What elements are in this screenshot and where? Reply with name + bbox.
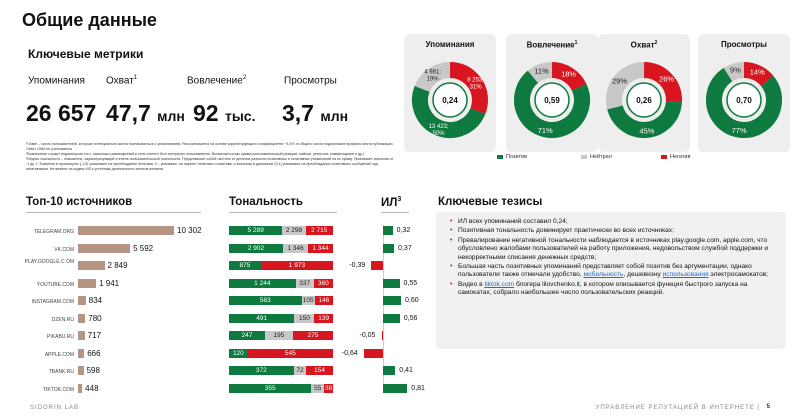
thesis-text: электросамокатов;	[708, 271, 769, 279]
divider	[229, 212, 337, 213]
source-bar	[78, 261, 105, 270]
source-value: 598	[86, 366, 100, 375]
tone-segment-pos: 2 902	[229, 244, 283, 253]
tone-segment-pos: 875	[229, 261, 261, 270]
il-value: -0,39	[349, 262, 366, 269]
il-bar	[383, 296, 401, 305]
donut-center-value: 0,24	[442, 96, 458, 105]
metric-value-reach: 47,7 млн	[106, 100, 185, 126]
il-bar	[371, 261, 383, 270]
thesis-item	[450, 218, 776, 226]
source-value: 2 849	[107, 261, 128, 270]
legend-swatch-icon	[497, 155, 503, 159]
donut-segment-label: 8 253; 31%	[467, 77, 484, 91]
tone-segment-neg: 1 344	[308, 244, 333, 253]
donut-segment-label: 71%	[537, 125, 553, 135]
tone-segment-neg: 360	[314, 279, 333, 288]
bullet-icon: •	[450, 227, 453, 235]
source-label: TBANK.RU	[48, 369, 74, 375]
donut-title: Упоминания	[425, 40, 475, 49]
il-bar	[383, 226, 393, 235]
thesis-link[interactable]: мобильность	[583, 271, 624, 279]
source-label: PIKABU.RU	[47, 334, 74, 340]
bullet-icon: •	[450, 236, 453, 244]
source-value: 834	[88, 296, 103, 305]
source-value: 717	[87, 331, 102, 340]
footer-caption: УПРАВЛЕНИЕ РЕПУТАЦИЕЙ В ИНТЕРНЕТЕ |	[595, 405, 760, 411]
tone-segment-neg: 1 973	[261, 261, 333, 270]
tone-segment-pos: 491	[229, 314, 294, 323]
source-bar	[78, 384, 82, 393]
thesis-item	[450, 237, 776, 262]
source-value: 780	[88, 313, 102, 323]
divider	[26, 212, 201, 213]
metric-label-engagement: Вовлечение$^2$	[187, 75, 247, 87]
source-label: PLAY.GOOGLE.C OM	[24, 259, 74, 265]
tone-segment-neg: 139	[314, 314, 333, 323]
source-value: 1 941	[99, 278, 120, 288]
legend-positive: Позитив	[497, 154, 527, 160]
il-bar	[383, 384, 407, 393]
thesis-item	[450, 263, 776, 280]
bullet-icon: •	[450, 218, 453, 225]
tone-segment-neg: 545	[248, 349, 333, 358]
legend-swatch-icon	[581, 155, 587, 159]
donut-segment-label: 26%	[659, 74, 675, 84]
thesis-text: Превалирование негативной тональности наблюдается в источниках play.google.com, apple.com, что обусловлено жалобами пользователей на работу приложения, недовольством службой поддержки и некорректными списания денежных средств;	[458, 236, 769, 261]
source-label: INSTAGRAM.COM	[31, 299, 74, 305]
donut-chart	[506, 34, 598, 152]
donut-center-value: 0,59	[544, 96, 560, 105]
theses-title: Ключевые тезисы	[438, 196, 543, 208]
source-label: YOUTUBE.COM	[36, 281, 74, 288]
tone-segment-pos: 355	[229, 384, 311, 393]
tone-segment-neg: 154	[306, 366, 333, 375]
donut-segment-label: 29%	[611, 76, 628, 86]
donut-title: Просмотры	[720, 40, 767, 49]
tone-segment-neu: 195	[265, 331, 293, 340]
source-bar	[78, 349, 84, 358]
theses-box	[436, 212, 786, 349]
il-bar	[364, 349, 383, 358]
donut-title: Вовлечение$^1$	[526, 40, 578, 50]
tone-segment-pos: 372	[229, 366, 294, 375]
donut-segment-label: 9%	[729, 65, 741, 75]
donut-segment-label: 18%	[561, 69, 577, 79]
tone-segment-neu: 72	[294, 366, 307, 375]
donut-chart	[698, 34, 790, 152]
tone-segment-neg: 275	[293, 331, 333, 340]
tone-segment-neg: 2 715	[306, 226, 333, 235]
bullet-icon: •	[450, 263, 453, 271]
thesis-text: блогера lilovchenko.it, в котором описывается функция быстрого запуска на самокатах, собрало наибольшее число пользовательских реакций.	[458, 280, 748, 297]
source-value: 448	[85, 383, 99, 393]
tone-segment-pos: 1 244	[229, 279, 296, 288]
il-title: $ИЛ^3$	[381, 196, 402, 209]
donut-segment-label: 11%	[534, 66, 549, 76]
footnote-loyalty-index: ³Индекс лояльности – показатель, характеризующий степень пользовательской лояльности. Представляет собой частное от деления разности позитивных и негативных упоминаний на их сумму. Принимает значения от -1 до 1. Значения в промежутке [-1;0) указывают на преобладание негатива; 0 – указывает на паритет негатива и позитива, а значения в диапазоне (0;1] указывают на преобладание позитивных сообщений над негативными. Не влияют на индекс ИЛ к учтенным деятельности агентов влияния.	[26, 157, 394, 171]
il-value: -0,05	[359, 332, 376, 339]
source-value: 10 302	[177, 226, 202, 235]
donut-card	[598, 34, 690, 152]
metric-label-reach: Охват$^1$	[106, 75, 138, 87]
legend-swatch-icon	[661, 155, 667, 159]
source-bar	[78, 279, 96, 288]
il-bar	[383, 366, 395, 375]
thesis-text: , дешевизну	[623, 271, 663, 279]
donut-title: Охват$^2$	[630, 40, 658, 50]
source-label: TIKTOK.COM	[42, 386, 74, 393]
source-bar	[78, 244, 130, 253]
source-value: 5 592	[133, 243, 154, 253]
source-label: VK.COM	[54, 246, 74, 253]
legend-neutral: Нейтрал	[581, 154, 612, 160]
tone-segment-neu: 337	[296, 279, 314, 288]
donut-segment-label: 14%	[749, 67, 765, 77]
tone-segment-pos: 583	[229, 296, 302, 305]
bullet-icon: •	[450, 280, 453, 288]
footnote-reach: ¹Охват – число пользователей, которые потенциально могли познакомиться с упоминанием. Рассчитывается на основе корректирующего коэффициента ~5,3% от общего числа подписчиков профиля места публикации. Охват СМИ не учитывается	[26, 142, 394, 151]
sources-title: Топ-10 источников	[26, 196, 133, 208]
thesis-text: Позитивная тональность доминирует практически во всех источниках;	[458, 227, 674, 235]
thesis-item	[450, 281, 776, 298]
tone-segment-neu: 1 346	[283, 244, 308, 253]
metric-label-mentions: Упоминания	[28, 75, 85, 87]
il-value: 0,41	[399, 367, 413, 374]
il-bar	[383, 314, 400, 323]
tone-segment-neu: 105	[302, 297, 314, 304]
source-bar	[78, 314, 85, 323]
il-bar	[383, 279, 400, 288]
thesis-text: Видео в	[458, 280, 485, 288]
tone-title: Тональность	[229, 196, 303, 208]
source-bar	[78, 331, 85, 340]
il-value: 0,60	[405, 297, 419, 304]
footnotes	[26, 142, 396, 172]
donut-center-value: 0,70	[736, 96, 752, 105]
tone-segment-neu: 55	[311, 384, 324, 393]
il-value: 0,55	[403, 279, 418, 287]
il-value: 0,37	[398, 244, 412, 252]
page-number: 5	[766, 404, 770, 410]
source-bar	[78, 296, 86, 305]
source-bar	[78, 366, 84, 375]
donut-center-value: 0,26	[636, 96, 652, 105]
il-value: -0,64	[341, 349, 358, 357]
thesis-text: Большая часть позитивных упоминаний представляет собой позитив без аргументации, однако пользователи также отмечали удобство,	[458, 263, 752, 279]
footnote-engagement: ²Вовлечение служит индикатором того, насколько размещенный в сети контент был интересен пользователю. Вычисляется как сумма пользовательской реакции: лайков, репостов, комментариев и др.)	[26, 152, 365, 156]
source-label: TELEGRAM.ORG	[33, 229, 74, 235]
tone-segment-neg: 38	[324, 384, 333, 392]
donut-card	[698, 34, 790, 152]
donut-chart	[404, 34, 496, 152]
tone-segment-pos: 247	[229, 331, 265, 340]
page-title: Общие данные	[22, 10, 157, 30]
donut-segment-label: 45%	[639, 126, 655, 136]
divider	[381, 212, 409, 213]
tone-segment-pos: 5 289	[229, 226, 282, 235]
metrics-section-title: Ключевые метрики	[28, 47, 144, 61]
thesis-link[interactable]: tiktok.com	[484, 280, 515, 288]
il-value: 0,56	[403, 314, 418, 322]
il-bar	[383, 244, 394, 253]
source-label: APPLE.COM	[44, 351, 74, 358]
metric-value-views: 3,7 млн	[282, 100, 349, 126]
thesis-link[interactable]: использования	[662, 271, 709, 279]
donut-segment-label: 77%	[731, 126, 747, 136]
tone-segment-neu: 150	[294, 314, 314, 323]
thesis-text: ИЛ всех упоминаний составил 0,24;	[458, 218, 568, 225]
tone-segment-neg: 146	[315, 296, 333, 305]
donut-segment-label: 13 423; 50%	[428, 123, 449, 137]
legend-negative: Негатив	[661, 154, 690, 160]
donut-segment-label: 4 981; 19%	[424, 69, 441, 83]
source-value: 666	[87, 348, 101, 358]
donut-card	[404, 34, 496, 152]
metric-label-views: Просмотры	[284, 75, 337, 87]
source-label: DZEN.RU	[51, 316, 74, 323]
donut-chart	[598, 34, 690, 152]
il-value: 0,32	[396, 227, 411, 234]
thesis-item	[450, 227, 776, 235]
footer-brand: SIDORIN LAB	[30, 405, 80, 411]
metric-value-engagement: 92 тыс.	[193, 100, 256, 126]
tone-segment-pos: 120	[229, 349, 248, 358]
il-value: 0,81	[411, 384, 425, 392]
il-bar	[382, 331, 384, 340]
tone-segment-neu: 2 298	[282, 226, 305, 235]
donut-card	[506, 34, 598, 152]
source-bar	[78, 226, 174, 235]
metric-value-mentions: 26 657	[26, 100, 97, 126]
